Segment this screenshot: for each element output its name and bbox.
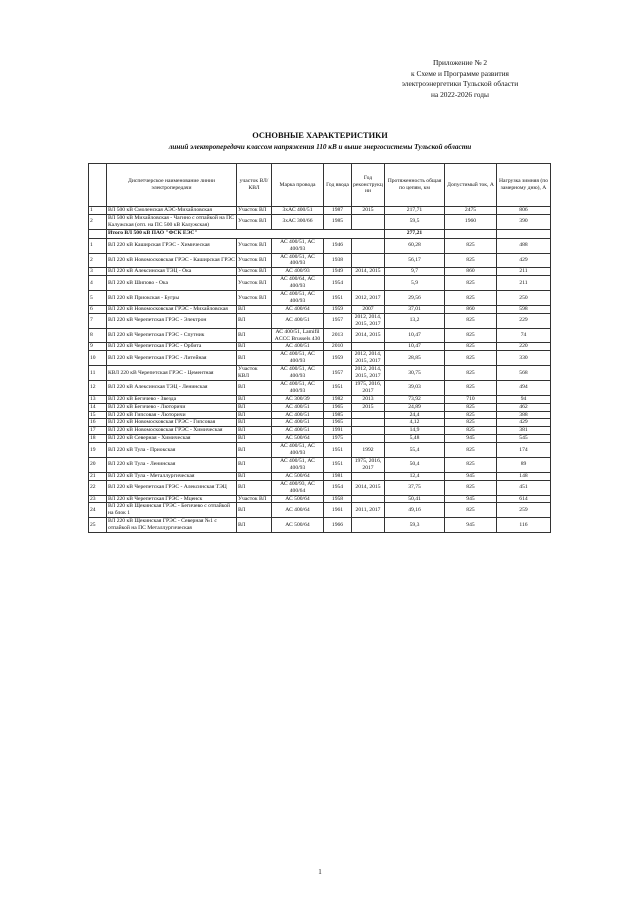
row-num: 24	[89, 503, 107, 518]
row-num: 4	[89, 276, 107, 291]
row-section-type: ВЛ	[237, 419, 272, 427]
row-year-reconstruction: 2011, 2017	[352, 503, 385, 518]
row-winter-load: 174	[497, 443, 551, 458]
row-length-km: 60,28	[385, 238, 445, 253]
row-wire-brand: АС 500/64	[272, 435, 324, 443]
row-year-commissioned: 2013	[324, 328, 352, 343]
row-wire-brand: АС 400/51, АС 400/93	[272, 443, 324, 458]
row-line-name: ВЛ 220 кВ Черепетская ГРЭС - Электрон	[107, 313, 237, 328]
row-winter-load: 568	[497, 366, 551, 381]
row-section-type: Участок ВЛ	[237, 214, 272, 229]
row-section-type: ВЛ	[237, 443, 272, 458]
row-year-reconstruction: 2012, 2014, 2015, 2017	[352, 313, 385, 328]
table-row	[89, 328, 551, 343]
row-line-name: ВЛ 220 кВ Черепетская ГРЭС - Алексинская ТЭЦ	[107, 480, 237, 495]
table-row	[89, 403, 551, 411]
row-year-commissioned: 1985	[324, 214, 352, 229]
row-year-commissioned: 1981	[324, 472, 352, 480]
appendix-block	[360, 58, 560, 100]
header-load: Нагрузка зимняя (по замерному дню), А	[497, 164, 551, 207]
row-allowed-current: 825	[445, 427, 497, 435]
row-year-reconstruction: 2012, 2014, 2015, 2017	[352, 366, 385, 381]
row-wire-brand: АС 400/51, АС 400/93	[272, 458, 324, 473]
row-section-type: ВЛ	[237, 503, 272, 518]
row-wire-brand: АС 400/93	[272, 268, 324, 276]
row-year-commissioned: 1951	[324, 458, 352, 473]
row-num: 21	[89, 472, 107, 480]
row-wire-brand: АС 500/64	[272, 472, 324, 480]
row-year-reconstruction: 2013	[352, 395, 385, 403]
row-line-name: ВЛ 220 кВ Щекинская ГРЭС - Северная №1 с отпайкой на ПС Металлургическая	[107, 518, 237, 533]
header-current: Допустимый ток, А	[445, 164, 497, 207]
row-num: 9	[89, 343, 107, 351]
table-row	[89, 495, 551, 503]
row-allowed-current: 825	[445, 238, 497, 253]
row-allowed-current: 825	[445, 411, 497, 419]
table-row	[89, 366, 551, 381]
table-row	[89, 276, 551, 291]
row-year-commissioned: 1954	[324, 480, 352, 495]
row-section-type: ВЛ	[237, 427, 272, 435]
row-winter-load: 229	[497, 313, 551, 328]
row-winter-load: 89	[497, 458, 551, 473]
row-allowed-current: 825	[445, 313, 497, 328]
row-num: 25	[89, 518, 107, 533]
table-row	[89, 313, 551, 328]
row-allowed-current: 825	[445, 480, 497, 495]
header-recon: Год реконструкции	[352, 164, 385, 207]
row-wire-brand: АС 500/64	[272, 518, 324, 533]
appendix-line-2: к Схеме и Программе развития	[411, 68, 509, 78]
row-year-commissioned: 1965	[324, 403, 352, 411]
row-allowed-current: 825	[445, 443, 497, 458]
row-length-km: 49,16	[385, 503, 445, 518]
row-line-name: ВЛ 220 кВ Черепетская ГРЭС - Мценск	[107, 495, 237, 503]
row-winter-load: 390	[497, 214, 551, 229]
row-length-km: 10,47	[385, 328, 445, 343]
table-body-500kv	[89, 207, 551, 230]
document-title: ОСНОВНЫЕ ХАРАКТЕРИСТИКИ	[252, 131, 388, 140]
appendix-line-1: Приложение № 2	[432, 58, 488, 67]
row-allowed-current: 825	[445, 343, 497, 351]
table-row	[89, 351, 551, 366]
row-length-km: 9,7	[385, 268, 445, 276]
row-allowed-current: 825	[445, 351, 497, 366]
row-wire-brand: АС 400/51, АС 400/93	[272, 351, 324, 366]
table-row	[89, 343, 551, 351]
row-length-km: 10,47	[385, 343, 445, 351]
row-wire-brand: АС 400/93, АС 400/64	[272, 480, 324, 495]
row-num: 1	[89, 238, 107, 253]
row-num: 8	[89, 328, 107, 343]
row-year-reconstruction	[352, 435, 385, 443]
row-winter-load: 220	[497, 343, 551, 351]
row-line-name: ВЛ 220 кВ Бегичево - Люторичи	[107, 403, 237, 411]
row-section-type: ВЛ	[237, 328, 272, 343]
row-year-commissioned: 1985	[324, 411, 352, 419]
row-allowed-current: 825	[445, 419, 497, 427]
lines-table	[88, 163, 551, 533]
table-row	[89, 427, 551, 435]
row-length-km: 50,41	[385, 495, 445, 503]
row-winter-load: 429	[497, 419, 551, 427]
row-num: 7	[89, 313, 107, 328]
row-allowed-current: 1960	[445, 214, 497, 229]
row-year-reconstruction: 2012, 2017	[352, 291, 385, 306]
table-row	[89, 435, 551, 443]
row-line-name: КВЛ 220 кВ Черепетская ГРЭС - Цементная	[107, 366, 237, 381]
row-section-type: ВЛ	[237, 480, 272, 495]
row-length-km: 5,48	[385, 435, 445, 443]
row-num: 13	[89, 395, 107, 403]
row-section-type: Участок ВЛ	[237, 238, 272, 253]
total-length: 277,21	[385, 229, 445, 238]
row-allowed-current: 825	[445, 366, 497, 381]
row-wire-brand: АС 300/39	[272, 395, 324, 403]
row-line-name: ВЛ 220 кВ Тула - Приокская	[107, 443, 237, 458]
table-row	[89, 518, 551, 533]
row-year-reconstruction	[352, 419, 385, 427]
row-year-reconstruction	[352, 472, 385, 480]
row-winter-load: 451	[497, 480, 551, 495]
row-section-type: Участок ВЛ	[237, 253, 272, 268]
row-year-commissioned: 1961	[324, 503, 352, 518]
row-num: 19	[89, 443, 107, 458]
row-section-type: Участок ВЛ	[237, 207, 272, 215]
row-winter-load: 381	[497, 427, 551, 435]
header-type: участок ВЛ/КВЛ	[237, 164, 272, 207]
row-wire-brand: АС 400/51	[272, 343, 324, 351]
row-line-name: ВЛ 220 кВ Черепетская ГРЭС - Спутник	[107, 328, 237, 343]
row-year-reconstruction: 2014, 2015	[352, 328, 385, 343]
row-num: 1	[89, 207, 107, 215]
row-line-name: ВЛ 220 кВ Черепетская ГРЭС - Орбита	[107, 343, 237, 351]
row-num: 5	[89, 291, 107, 306]
row-line-name: ВЛ 220 кВ Бегичево - Звезда	[107, 395, 237, 403]
row-year-reconstruction: 2014, 2015	[352, 268, 385, 276]
row-length-km: 12,4	[385, 472, 445, 480]
table-header-row	[89, 164, 551, 207]
row-num: 22	[89, 480, 107, 495]
row-winter-load: 429	[497, 253, 551, 268]
row-allowed-current: 945	[445, 472, 497, 480]
row-wire-brand: АС 400/51, АС 400/93	[272, 253, 324, 268]
row-length-km: 24,4	[385, 411, 445, 419]
row-year-reconstruction	[352, 427, 385, 435]
row-length-km: 217,71	[385, 207, 445, 215]
row-year-commissioned: 1959	[324, 305, 352, 313]
row-num: 12	[89, 380, 107, 395]
row-length-km: 29,56	[385, 291, 445, 306]
row-section-type: ВЛ	[237, 343, 272, 351]
row-wire-brand: АС 400/51	[272, 427, 324, 435]
row-num: 6	[89, 305, 107, 313]
header-wire: Марка провода	[272, 164, 324, 207]
row-section-type: Участок ВЛ	[237, 268, 272, 276]
row-year-commissioned: 1958	[324, 495, 352, 503]
row-length-km: 59,5	[385, 214, 445, 229]
row-year-reconstruction	[352, 518, 385, 533]
row-wire-brand: АС 400/64	[272, 305, 324, 313]
row-line-name: ВЛ 220 кВ Новомосковская ГРЭС - Химическая	[107, 427, 237, 435]
row-section-type: ВЛ	[237, 435, 272, 443]
row-wire-brand: 3хАС 300/66	[272, 214, 324, 229]
row-length-km: 55,4	[385, 443, 445, 458]
row-year-commissioned: 1957	[324, 366, 352, 381]
table-row	[89, 305, 551, 313]
row-allowed-current: 710	[445, 395, 497, 403]
page-number: 1	[318, 868, 322, 876]
row-section-type: Участок ВЛ	[237, 291, 272, 306]
table-row	[89, 214, 551, 229]
row-wire-brand: 3хАС 400/51	[272, 207, 324, 215]
row-winter-load: 388	[497, 411, 551, 419]
row-num: 18	[89, 435, 107, 443]
row-year-commissioned: 1959	[324, 351, 352, 366]
row-length-km: 73,92	[385, 395, 445, 403]
row-section-type: ВЛ	[237, 395, 272, 403]
table-row	[89, 253, 551, 268]
row-year-commissioned: 1951	[324, 443, 352, 458]
row-wire-brand: АС 400/64, АС 400/93	[272, 276, 324, 291]
table-row	[89, 411, 551, 419]
row-line-name: ВЛ 220 кВ Северная - Химическая	[107, 435, 237, 443]
row-length-km: 50,4	[385, 458, 445, 473]
row-year-commissioned: 1949	[324, 268, 352, 276]
table-row	[89, 443, 551, 458]
row-line-name: ВЛ 220 кВ Щекинская ГРЭС - Бегичево с отпайкой на блок 1	[107, 503, 237, 518]
row-num: 15	[89, 411, 107, 419]
row-year-reconstruction: 2007	[352, 305, 385, 313]
row-length-km: 24,89	[385, 403, 445, 411]
row-winter-load: 488	[497, 238, 551, 253]
appendix-line-4: на 2022-2026 годы	[430, 89, 489, 99]
table-row	[89, 480, 551, 495]
row-wire-brand: АС 500/64	[272, 495, 324, 503]
row-num: 3	[89, 268, 107, 276]
table-row	[89, 395, 551, 403]
row-allowed-current: 945	[445, 435, 497, 443]
row-length-km: 59,3	[385, 518, 445, 533]
row-section-type: ВЛ	[237, 305, 272, 313]
row-year-reconstruction	[352, 276, 385, 291]
table-row	[89, 291, 551, 306]
row-allowed-current: 825	[445, 291, 497, 306]
row-year-reconstruction	[352, 238, 385, 253]
row-wire-brand: АС 400/51	[272, 411, 324, 419]
row-length-km: 14,9	[385, 427, 445, 435]
row-year-commissioned: 1954	[324, 276, 352, 291]
row-line-name: ВЛ 220 кВ Новомосковская ГРЭС - Гипсовая	[107, 419, 237, 427]
header-length: Протяженность общая по цепям, км	[385, 164, 445, 207]
row-winter-load: 598	[497, 305, 551, 313]
row-length-km: 39,03	[385, 380, 445, 395]
row-section-type: ВЛ	[237, 351, 272, 366]
table-row	[89, 238, 551, 253]
table-row	[89, 380, 551, 395]
row-section-type: Участок КВЛ	[237, 366, 272, 381]
row-year-commissioned: 1946	[324, 238, 352, 253]
row-year-commissioned: 2010	[324, 343, 352, 351]
row-section-type: ВЛ	[237, 518, 272, 533]
row-allowed-current: 2475	[445, 207, 497, 215]
row-year-commissioned: 1975	[324, 435, 352, 443]
row-line-name: ВЛ 220 кВ Гипсовая - Люторичи	[107, 411, 237, 419]
row-line-name: ВЛ 220 кВ Тула - Металлургическая	[107, 472, 237, 480]
row-wire-brand: АС 400/51, АС 400/93	[272, 380, 324, 395]
row-winter-load: 211	[497, 276, 551, 291]
row-num: 20	[89, 458, 107, 473]
total-label: Итого ВЛ 500 кВ ПАО "ФСК ЕЭС"	[107, 229, 385, 238]
row-allowed-current: 945	[445, 495, 497, 503]
row-section-type: ВЛ	[237, 403, 272, 411]
row-wire-brand: АС 400/51, АС 400/93	[272, 238, 324, 253]
row-year-reconstruction	[352, 495, 385, 503]
row-length-km: 37,01	[385, 305, 445, 313]
row-line-name: ВЛ 500 кВ Смоленская АЭС-Михайловская	[107, 207, 237, 215]
row-line-name: ВЛ 220 кВ Алексинская ТЭЦ - Ока	[107, 268, 237, 276]
total-row	[89, 229, 551, 238]
row-year-reconstruction: 2015	[352, 403, 385, 411]
row-winter-load: 806	[497, 207, 551, 215]
row-year-commissioned: 1982	[324, 395, 352, 403]
row-winter-load: 250	[497, 291, 551, 306]
table-body-220kv	[89, 238, 551, 532]
row-year-commissioned: 1957	[324, 313, 352, 328]
row-allowed-current: 825	[445, 403, 497, 411]
row-year-commissioned: 1938	[324, 253, 352, 268]
row-wire-brand: АС 400/51	[272, 419, 324, 427]
row-num: 14	[89, 403, 107, 411]
row-section-type: ВЛ	[237, 472, 272, 480]
row-line-name: ВЛ 220 кВ Каширская ГРЭС - Химическая	[107, 238, 237, 253]
row-winter-load: 148	[497, 472, 551, 480]
header-year: Год ввода	[324, 164, 352, 207]
row-wire-brand: АС 400/51	[272, 313, 324, 328]
row-winter-load: 494	[497, 380, 551, 395]
row-allowed-current: 825	[445, 503, 497, 518]
row-section-type: Участок ВЛ	[237, 495, 272, 503]
row-num: 2	[89, 214, 107, 229]
row-num: 16	[89, 419, 107, 427]
row-section-type: ВЛ	[237, 380, 272, 395]
row-allowed-current: 860	[445, 305, 497, 313]
row-num: 10	[89, 351, 107, 366]
row-length-km: 30,75	[385, 366, 445, 381]
table-row	[89, 207, 551, 215]
row-line-name: ВЛ 220 кВ Новомосковская ГРЭС - Михайловская	[107, 305, 237, 313]
row-section-type: ВЛ	[237, 313, 272, 328]
row-wire-brand: АС 400/51, Lamifil ACCC Brussels 430	[272, 328, 324, 343]
table-row	[89, 503, 551, 518]
row-wire-brand: АС 400/51	[272, 403, 324, 411]
row-allowed-current: 945	[445, 518, 497, 533]
row-winter-load: 614	[497, 495, 551, 503]
row-winter-load: 462	[497, 403, 551, 411]
row-year-reconstruction: 1975, 2016, 2017	[352, 380, 385, 395]
row-winter-load: 116	[497, 518, 551, 533]
row-year-reconstruction: 2015	[352, 207, 385, 215]
row-length-km: 4,12	[385, 419, 445, 427]
table-row	[89, 458, 551, 473]
row-winter-load: 545	[497, 435, 551, 443]
row-num: 11	[89, 366, 107, 381]
row-length-km: 5,9	[385, 276, 445, 291]
row-year-reconstruction	[352, 253, 385, 268]
row-line-name: ВЛ 220 кВ Черепетская ГРЭС - Литейная	[107, 351, 237, 366]
row-line-name: ВЛ 220 кВ Алексинская ТЭЦ - Ленинская	[107, 380, 237, 395]
row-winter-load: 94	[497, 395, 551, 403]
row-length-km: 13,2	[385, 313, 445, 328]
row-allowed-current: 825	[445, 380, 497, 395]
table-total-500kv	[89, 229, 551, 238]
row-year-commissioned: 1951	[324, 291, 352, 306]
row-line-name: ВЛ 220 кВ Шипово - Ока	[107, 276, 237, 291]
row-wire-brand: АС 400/51, АС 400/93	[272, 291, 324, 306]
row-year-reconstruction: 1992	[352, 443, 385, 458]
row-length-km: 28,85	[385, 351, 445, 366]
row-section-type: ВЛ	[237, 458, 272, 473]
row-allowed-current: 825	[445, 253, 497, 268]
row-length-km: 56,17	[385, 253, 445, 268]
row-line-name: ВЛ 500 кВ Михайловская - Чагино с отпайкой на ПС Калужская (отп. на ПС 500 кВ Калужская)	[107, 214, 237, 229]
row-winter-load: 211	[497, 268, 551, 276]
row-winter-load: 259	[497, 503, 551, 518]
table-row	[89, 419, 551, 427]
row-allowed-current: 825	[445, 458, 497, 473]
row-num: 23	[89, 495, 107, 503]
header-num	[89, 164, 107, 207]
header-name: Диспетчерское наименование линии электропередачи	[107, 164, 237, 207]
row-allowed-current: 825	[445, 328, 497, 343]
row-year-reconstruction	[352, 214, 385, 229]
row-num: 2	[89, 253, 107, 268]
appendix-line-3: электроэнергетики Тульской области	[401, 79, 519, 88]
row-year-reconstruction	[352, 411, 385, 419]
table-row	[89, 268, 551, 276]
row-winter-load: 330	[497, 351, 551, 366]
row-wire-brand: АС 400/64	[272, 503, 324, 518]
row-line-name: ВЛ 220 кВ Новомосковская ГРЭС - Каширская ГРЭС	[107, 253, 237, 268]
table-row	[89, 472, 551, 480]
row-year-commissioned: 1966	[324, 518, 352, 533]
row-winter-load: 74	[497, 328, 551, 343]
row-line-name: ВЛ 220 кВ Приокская - Бугры	[107, 291, 237, 306]
row-year-reconstruction	[352, 343, 385, 351]
row-year-reconstruction: 2012, 2014, 2015, 2017	[352, 351, 385, 366]
row-year-reconstruction: 1975, 2016, 2017	[352, 458, 385, 473]
row-year-commissioned: 1991	[324, 427, 352, 435]
row-section-type: Участок ВЛ	[237, 276, 272, 291]
row-year-reconstruction: 2014, 2015	[352, 480, 385, 495]
row-section-type: ВЛ	[237, 411, 272, 419]
row-allowed-current: 825	[445, 276, 497, 291]
row-length-km: 37,75	[385, 480, 445, 495]
row-allowed-current: 860	[445, 268, 497, 276]
row-year-commissioned: 1987	[324, 207, 352, 215]
row-year-commissioned: 1951	[324, 380, 352, 395]
row-year-commissioned: 1965	[324, 419, 352, 427]
row-wire-brand: АС 400/51, АС 400/93	[272, 366, 324, 381]
row-num: 17	[89, 427, 107, 435]
document-subtitle: линий электропередачи классом напряжения 110 кВ и выше энергосистемы Тульской области	[168, 143, 472, 151]
row-line-name: ВЛ 220 кВ Тула - Ленинская	[107, 458, 237, 473]
